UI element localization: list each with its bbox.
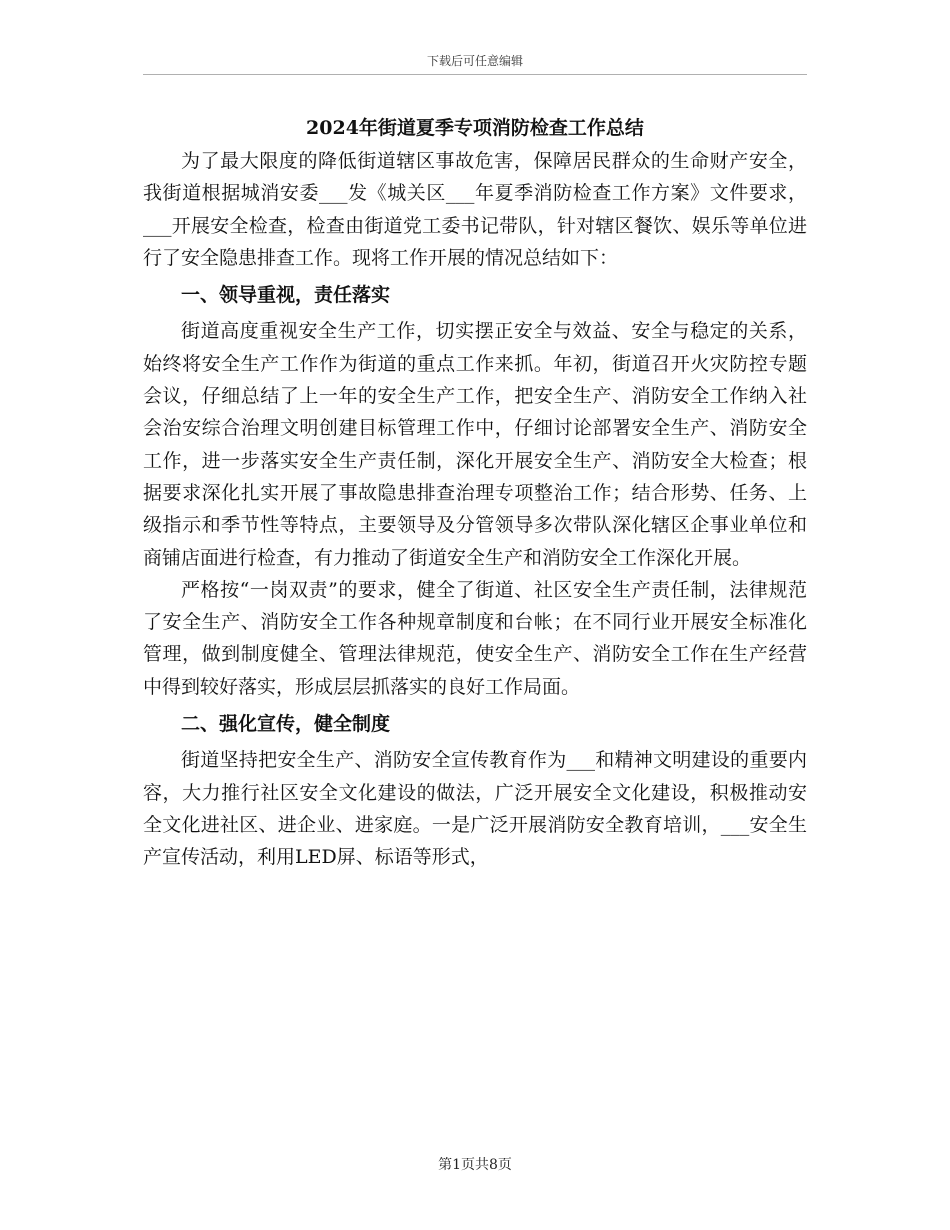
page-number: 第1页共8页 (438, 1157, 512, 1173)
section-heading-1: 一、领导重视，责任落实 (181, 284, 391, 307)
section-2-paragraph-1: 街道坚持把安全生产、消防安全宣传教育作为___和精神文明建设的重要内容，大力推行社区安全文化建设的做法，广泛开展安全文化建设，积极推动安全文化进社区、进企业、进家庭。一是广泛开展消防安全教育培训，___安全生产宣传活动，利用LED屏、标语等形式， (143, 749, 807, 869)
page-header-note: 下载后可任意编辑 (426, 54, 523, 68)
intro-paragraph: 为了最大限度的降低街道辖区事故危害，保障居民群众的生命财产安全，我街道根据城消安委___发《城关区___年夏季消防检查工作方案》文件要求，___开展安全检查，检查由街道党工委书记带队，针对辖区餐饮、娱乐等单位进行了安全隐患排查工作。现将工作开展的情况总结如下： (143, 150, 807, 269)
document-title: 2024年街道夏季专项消防检查工作总结 (306, 117, 644, 139)
header-divider (143, 74, 807, 75)
document-body (143, 145, 807, 874)
section-1-paragraph-1: 街道高度重视安全生产工作，切实摆正安全与效益、安全与稳定的关系，始终将安全生产工作作为街道的重点工作来抓。年初，街道召开火灾防控专题会议，仔细总结了上一年的安全生产工作，把安全生产、消防安全工作纳入社会治安综合治理文明创建目标管理工作中，仔细讨论部署安全生产、消防安全工作，进一步落实安全生产责任制，深化开展安全生产、消防安全大检查；根据要求深化扎实开展了事故隐患排查治理专项整治工作；结合形势、任务、上级指示和季节性等特点，主要领导及分管领导多次带队深化辖区企事业单位和商铺店面进行检查，有力推动了街道安全生产和消防安全工作深化开展。 (143, 320, 807, 569)
section-1-paragraph-2: 严格按“一岗双责”的要求，健全了街道、社区安全生产责任制，法律规范了安全生产、消防安全工作各种规章制度和台帐；在不同行业开展安全标准化管理，做到制度健全、管理法律规范，使安全生产、消防安全工作在生产经营中得到较好落实，形成层层抓落实的良好工作局面。 (143, 578, 807, 698)
section-heading-2: 二、强化宣传，健全制度 (181, 713, 391, 736)
